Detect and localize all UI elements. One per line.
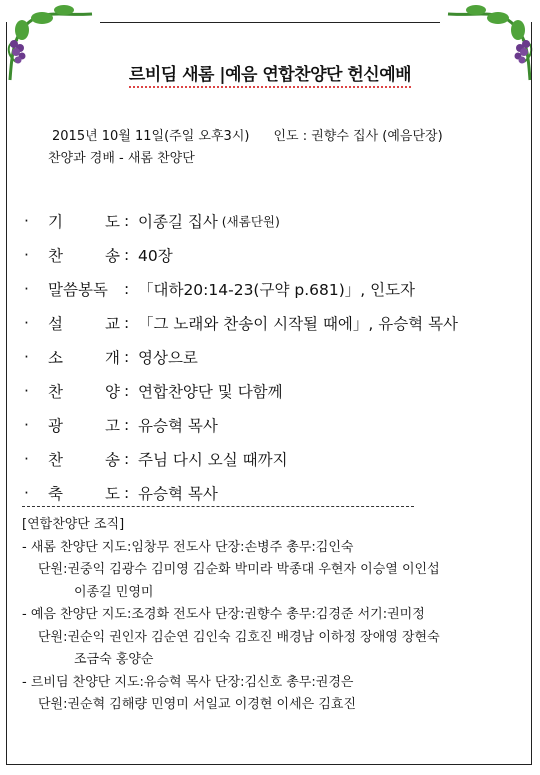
worship-order [24,204,458,510]
order-label-part: 찬 [48,451,63,469]
info-line-1 [52,126,443,148]
bullet-icon: · [24,348,29,366]
org-line: 단원:권순혁 김해량 민영미 서일교 이경현 이세은 김효진 [38,697,357,712]
order-label-part: 소 [48,349,63,367]
order-value: 이종길 집사 [138,213,218,231]
service-date: 2015년 10월 11일(주일 오후3시) [52,129,250,144]
order-value: 유승혁 목사 [138,417,218,435]
order-item [24,374,458,408]
org-heading: [연합찬양단 조직] [22,517,125,532]
choir-organization [22,514,440,717]
order-label-part: 말씀봉독 [48,281,108,299]
order-label-part: 광 [48,417,63,435]
order-value: 주님 다시 오실 때까지 [138,451,288,469]
order-colon: : [124,314,130,332]
order-note: (새롬단원) [221,214,280,229]
order-label [48,244,124,266]
order-label [48,380,124,402]
order-colon: : [124,212,130,230]
order-item [24,238,458,272]
org-line: 이종길 민영미 [74,584,154,600]
bullet-icon: · [24,450,29,468]
bullet-icon: · [24,382,29,400]
order-label [48,278,124,300]
order-label-part: 송 [105,451,120,469]
order-label [48,448,124,470]
order-label-part: 고 [105,417,120,435]
order-label-part: 교 [105,315,120,333]
bullet-icon: · [24,246,29,264]
service-info [48,126,443,170]
order-label [48,482,124,504]
org-line: - 예음 찬양단 지도:조경화 전도사 단장:권향수 총무:김경준 서기:권미정 [22,607,425,622]
order-colon: : [124,348,130,366]
bullet-icon: · [24,314,29,332]
org-line: 조금숙 홍양순 [74,652,154,667]
order-value: 유승혁 목사 [138,485,218,503]
order-colon: : [124,280,130,298]
order-label [48,312,124,334]
order-label-part: 양 [105,383,120,401]
order-value: 「그 노래와 찬송이 시작될 때에」, 유승혁 목사 [138,315,459,333]
order-label [48,210,124,232]
order-item [24,408,458,442]
order-item [24,476,458,510]
order-value: 연합찬양단 및 다함께 [138,383,283,401]
title-text: 르비딤 새롬 |예음 연합찬양단 헌신예배 [129,65,411,88]
bullet-icon: · [24,212,29,230]
order-item [24,442,458,476]
order-label [48,414,124,436]
page-title [0,60,540,85]
divider [22,506,414,507]
org-line: - 르비딤 찬양단 지도:유승혁 목사 단장:김신호 총무:권경은 [22,674,354,690]
order-item [24,204,458,238]
praise-line: 찬양과 경배 - 새롬 찬양단 [48,151,195,166]
order-label-part: 축 [48,485,63,503]
org-line: 단원:권순익 권인자 김순연 김인숙 김호진 배경남 이하정 장애영 장현숙 [38,629,440,645]
bullet-icon: · [24,280,29,298]
org-line: - 새롬 찬양단 지도:임창무 전도사 단장:손병주 총무:김인숙 [22,539,354,555]
order-label-part: 개 [105,349,120,367]
order-value: 40장 [138,247,173,265]
order-colon: : [124,416,130,434]
order-colon: : [124,246,130,264]
order-label-part: 송 [105,247,120,265]
bullet-icon: · [24,416,29,434]
order-item [24,272,458,306]
order-colon: : [124,450,130,468]
order-label-part: 설 [48,315,63,333]
order-label-part: 도 [105,213,120,231]
order-item [24,340,458,374]
bullet-icon: · [24,484,29,502]
order-label-part: 도 [105,485,120,503]
order-colon: : [124,382,130,400]
order-label [48,346,124,368]
order-item [24,306,458,340]
order-colon: : [124,484,130,502]
org-line: 단원:권중익 김광수 김미영 김순화 박미라 박종대 우현자 이승열 이인섭 [38,562,440,577]
order-label-part: 찬 [48,383,63,401]
order-value: 영상으로 [138,349,198,367]
order-label-part: 찬 [48,247,63,265]
order-label-part: 기 [48,213,63,231]
service-leader: 인도 : 권향수 집사 (예음단장) [273,129,443,144]
order-value: 「대하20:14-23(구약 p.681)」, 인도자 [138,281,416,299]
